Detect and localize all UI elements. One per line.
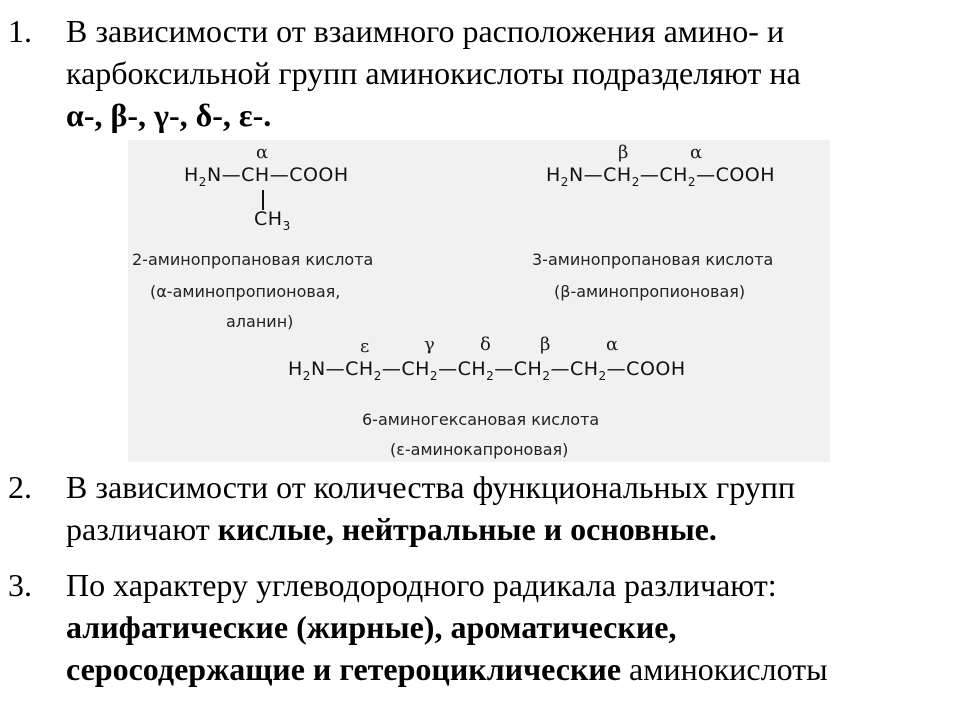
delta-label: δ [480, 334, 491, 355]
item-text-line: карбоксильной групп аминокислоты подразделяют на [66, 55, 801, 91]
item-bold-line: алифатические (жирные), ароматические, [66, 609, 677, 645]
item-text-line [66, 508, 951, 550]
list-item-1 [8, 10, 953, 136]
aminocaproic-alt-name: (ε-аминокапроновая) [390, 440, 569, 459]
epsilon-label: ε [360, 336, 370, 357]
alanine-alt-name-2: аланин) [226, 312, 294, 331]
aminocaproic-name: 6-аминогексановая кислота [362, 410, 600, 429]
beta-label: β [540, 334, 551, 355]
list-item-2 [8, 466, 953, 550]
alpha-label: α [606, 334, 619, 355]
methyl-group: $CH_3$ [254, 208, 291, 233]
item-text-bold: кислые, нейтральные и основные. [217, 511, 717, 547]
beta-label: β [618, 142, 629, 163]
alanine-alt-name: (α-аминопропионовая, [150, 282, 341, 301]
item-bold-line: α-, β-, γ-, δ-, ε-. [66, 97, 272, 133]
item-text-line: В зависимости от взаимного расположения амино- и [66, 13, 785, 49]
alanine-name: 2-аминопропановая кислота [132, 250, 374, 269]
alanine-formula: $H_2N—CH—COOH$ [184, 164, 349, 189]
amino-acid-figure [128, 140, 830, 462]
gamma-label: γ [424, 334, 435, 355]
item-text-plain: аминокислоты [621, 651, 828, 687]
item-number: 2. [8, 469, 32, 505]
item-text [66, 564, 951, 690]
alpha-label: α [690, 142, 703, 163]
item-text-line: В зависимости от количества функциональных групп [66, 469, 796, 505]
beta-alanine-name: 3-аминопропановая кислота [532, 250, 774, 269]
item-number: 1. [8, 13, 32, 49]
item-text-line: По характеру углеводородного радикала различают: [66, 567, 777, 603]
beta-alanine-formula: $H_2N—CH_2—CH_2—COOH$ [546, 164, 776, 189]
item-text [66, 466, 951, 550]
bond-line [262, 190, 264, 210]
item-text-plain: различают [66, 511, 218, 547]
aminocaproic-formula: $H_2N—CH_2—CH_2—CH_2—CH_2—CH_2—COOH$ [288, 358, 686, 383]
item-text [66, 10, 951, 136]
item-text-line [66, 648, 951, 690]
item-number: 3. [8, 567, 32, 603]
list-item-3 [8, 564, 953, 690]
alpha-label: α [256, 142, 269, 163]
item-text-bold: серосодержащие и гетероциклические [66, 651, 622, 687]
beta-alanine-alt-name: (β-аминопропионовая) [554, 282, 746, 301]
